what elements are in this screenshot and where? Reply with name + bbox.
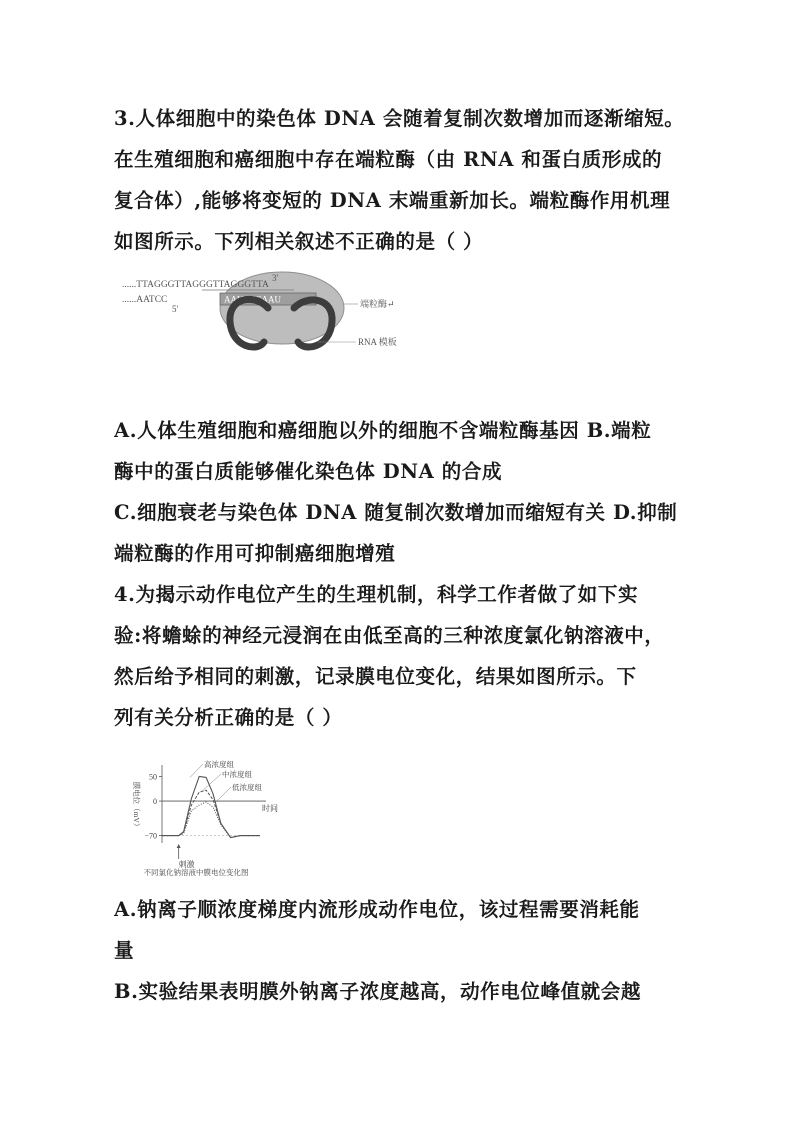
q3-line-3: 复合体）,能够将变短的 DNA 末端重新加长。端粒酶作用机理 (114, 189, 671, 212)
y-axis-label: 膜电位（mV） (132, 781, 141, 831)
q3-line-4: 如图所示。下列相关叙述不正确的是（ ） (114, 230, 484, 253)
rna-template-label: RNA 模板 (358, 337, 397, 347)
y-tick-label-1: 0 (153, 797, 157, 807)
legend-leader-1 (202, 774, 221, 791)
q4-option-line-2: 量 (114, 939, 135, 962)
q3-option-line-2: 酶中的蛋白质能够催化染色体 DNA 的合成 (114, 460, 503, 483)
q4-line-1: 4.为揭示动作电位产生的生理机制，科学工作者做了如下实 (114, 583, 639, 606)
q3-line-1: 3.人体细胞中的染色体 DNA 会随着复制次数增加而逐渐缩短。 (114, 107, 685, 130)
q4-line-2: 验:将蟾蜍的神经元浸润在由低至高的三种浓度氯化钠溶液中， (114, 624, 665, 647)
chart-svg (120, 757, 290, 877)
q4-option-line-3: B.实验结果表明膜外钠离子浓度越高，动作电位峰值就会越 (114, 980, 641, 1003)
legend-label-1: 中浓度组 (222, 770, 252, 779)
y-tick-label-2: −70 (144, 831, 157, 841)
stimulus-label: 刺激 (178, 860, 195, 869)
strand-bottom-text: ......AATCC (122, 295, 168, 305)
prime-5-label: 5' (172, 304, 179, 314)
strand-top-text: ......TTAGGGTTAGGGTTAGGGTTA (122, 280, 269, 290)
prime-3-label: 3' (272, 273, 279, 283)
q3-option-line-3: C.细胞衰老与染色体 DNA 随复制次数增加而缩短有关 D.抑制 (114, 501, 678, 524)
stimulus-arrowhead (177, 844, 181, 848)
q3-line-2: 在生殖细胞和癌细胞中存在端粒酶（由 RNA 和蛋白质形成的 (114, 148, 663, 171)
legend-leader-2 (216, 787, 231, 802)
legend-leader-0 (190, 764, 203, 777)
membrane-potential-chart (120, 757, 290, 877)
x-axis-label: 时间 (262, 804, 278, 814)
q3-option-line-1: A.人体生殖细胞和癌细胞以外的细胞不含端粒酶基因 B.端粒 (114, 419, 652, 442)
chart-caption: 不同氯化钠溶液中膜电位变化图 (143, 868, 249, 877)
enzyme-label: 端粒酶↵ (360, 299, 395, 309)
q3-option-line-4: 端粒酶的作用可抑制癌细胞增殖 (114, 542, 396, 565)
q4-line-4: 列有关分析正确的是（ ） (114, 706, 343, 729)
legend-label-2: 低浓度组 (232, 783, 262, 792)
telomerase-figure (118, 268, 418, 368)
y-tick-label-0: 50 (149, 772, 157, 782)
q4-line-3: 然后给予相同的刺激，记录膜电位变化，结果如图所示。下 (114, 665, 637, 688)
series-line-2 (162, 802, 260, 838)
series-line-1 (162, 790, 260, 837)
legend-label-0: 高浓度组 (204, 760, 234, 769)
rna-sequence-text: AAUCCCAAU (224, 294, 282, 305)
q4-option-line-1: A.钠离子顺浓度梯度内流形成动作电位，该过程需要消耗能 (114, 898, 640, 921)
